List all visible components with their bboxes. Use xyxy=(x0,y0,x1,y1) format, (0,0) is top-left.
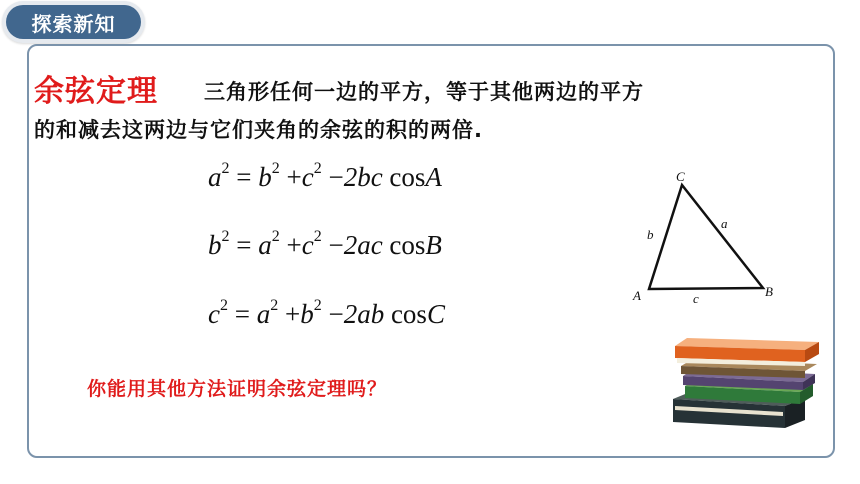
vertex-label-a: A xyxy=(633,288,641,303)
triangle-shape xyxy=(649,185,763,289)
side-label-c: c xyxy=(693,291,699,306)
books-stack-image xyxy=(665,336,825,436)
side-label-a: a xyxy=(721,216,728,231)
section-tab-label: 探索新知 xyxy=(6,5,141,39)
side-label-b: b xyxy=(647,227,654,242)
theorem-title: 余弦定理 xyxy=(34,74,158,109)
formula-a: $a^2 = b^2 +c^2 -2bc$ cosA xyxy=(208,160,442,192)
formula-c: $c^2 = a^2 +b^2 -2ab$ cosC xyxy=(208,297,445,329)
section-tab xyxy=(2,1,145,43)
vertex-label-c: C xyxy=(676,169,685,184)
formula-b: $b^2 = a^2 +c^2 -2ac$ cosB xyxy=(208,228,442,260)
prompt-question: 你能用其他方法证明余弦定理吗？ xyxy=(87,378,388,400)
triangle-diagram xyxy=(625,165,785,310)
theorem-statement-line1: 三角形任何一边的平方，等于其他两边的平方 xyxy=(204,80,644,104)
vertex-label-b: B xyxy=(765,284,773,299)
theorem-statement-line2: 的和减去这两边与它们夹角的余弦的积的两倍. xyxy=(34,118,483,142)
